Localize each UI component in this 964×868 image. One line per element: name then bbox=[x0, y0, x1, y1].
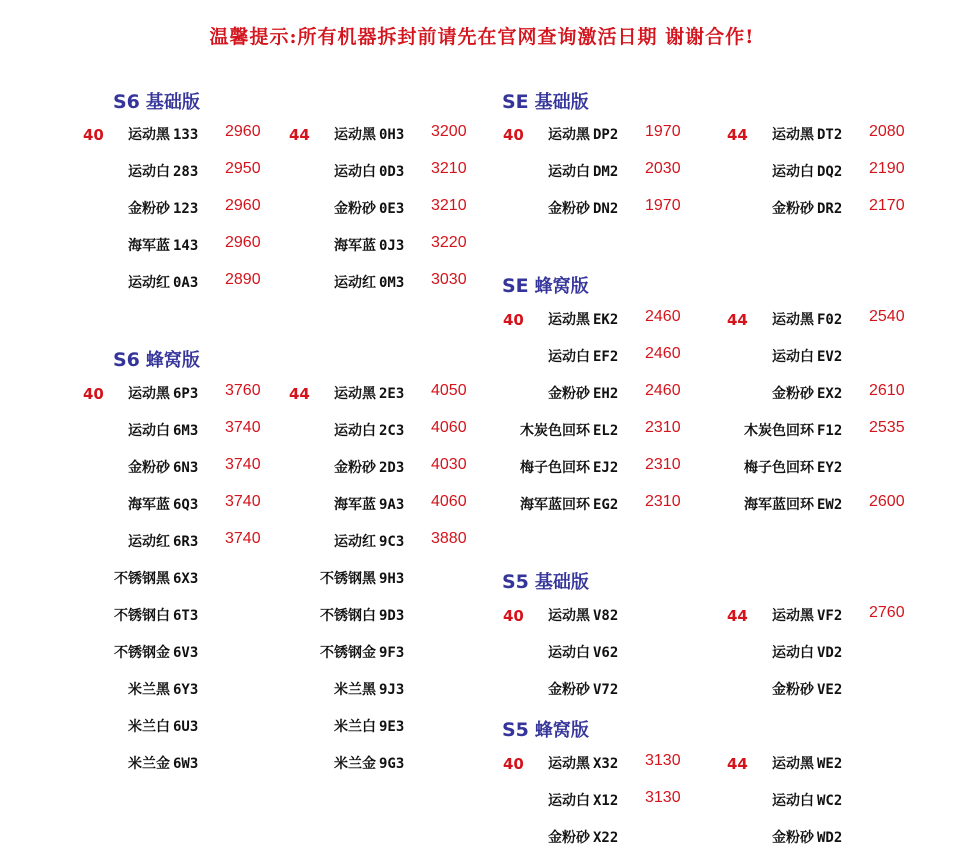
model-suffix: DN2 bbox=[593, 201, 619, 217]
size-label: 44 bbox=[289, 126, 310, 144]
model-suffix: 6Y3 bbox=[173, 682, 199, 698]
price: 4050 bbox=[431, 382, 467, 399]
model-suffix: EH2 bbox=[593, 386, 619, 402]
price: 2960 bbox=[225, 197, 261, 214]
color-name: 金粉砂 bbox=[548, 830, 590, 846]
model-suffix: EK2 bbox=[593, 312, 619, 328]
model-suffix: 6Q3 bbox=[173, 497, 199, 513]
color-name: 米兰白 bbox=[128, 719, 170, 735]
price: 2540 bbox=[869, 308, 905, 325]
table-row bbox=[289, 198, 494, 220]
price: 3210 bbox=[431, 197, 467, 214]
color-name: 运动白 bbox=[128, 423, 170, 439]
color-name: 运动白 bbox=[548, 793, 590, 809]
color-name: 不锈钢金 bbox=[114, 645, 170, 661]
model-suffix: DM2 bbox=[593, 164, 619, 180]
table-row bbox=[503, 494, 708, 516]
section-heading bbox=[502, 88, 589, 114]
table-row bbox=[727, 346, 932, 368]
size-label: 40 bbox=[83, 126, 104, 144]
table-row bbox=[727, 124, 932, 146]
price: 2310 bbox=[645, 456, 681, 473]
color-name: 运动白 bbox=[548, 645, 590, 661]
table-row bbox=[83, 198, 288, 220]
color-name: 运动白 bbox=[548, 349, 590, 365]
color-name: 运动黑 bbox=[772, 608, 814, 624]
size-label: 44 bbox=[727, 607, 748, 625]
price: 3030 bbox=[431, 271, 467, 288]
color-name: 运动红 bbox=[128, 275, 170, 291]
color-name: 运动黑 bbox=[334, 127, 376, 143]
model-suffix: WC2 bbox=[817, 793, 843, 809]
table-row bbox=[289, 235, 494, 257]
color-name: 梅子色回环 bbox=[520, 460, 590, 476]
edition-name: 基础版 bbox=[145, 92, 200, 113]
table-row bbox=[503, 457, 708, 479]
table-row bbox=[503, 383, 708, 405]
model-code: S5 bbox=[502, 719, 529, 741]
size-label: 40 bbox=[503, 607, 524, 625]
model-suffix: 9F3 bbox=[379, 645, 405, 661]
table-row bbox=[503, 420, 708, 442]
model-suffix: 133 bbox=[173, 127, 199, 143]
table-row bbox=[727, 679, 932, 701]
color-name: 不锈钢白 bbox=[320, 608, 376, 624]
color-name: 不锈钢黑 bbox=[114, 571, 170, 587]
model-suffix: EV2 bbox=[817, 349, 843, 365]
color-name: 金粉砂 bbox=[772, 830, 814, 846]
table-row bbox=[503, 198, 708, 220]
model-suffix: 9C3 bbox=[379, 534, 405, 550]
model-suffix: 9D3 bbox=[379, 608, 405, 624]
price: 2760 bbox=[869, 604, 905, 621]
table-row bbox=[83, 753, 288, 775]
color-name: 运动白 bbox=[772, 793, 814, 809]
table-row bbox=[289, 642, 494, 664]
price: 2190 bbox=[869, 160, 905, 177]
price: 2535 bbox=[869, 419, 905, 436]
model-suffix: V62 bbox=[593, 645, 619, 661]
model-suffix: 0J3 bbox=[379, 238, 405, 254]
model-suffix: 9G3 bbox=[379, 756, 405, 772]
edition-name: 蜂窝版 bbox=[534, 720, 589, 741]
color-name: 梅子色回环 bbox=[744, 460, 814, 476]
price: 2610 bbox=[869, 382, 905, 399]
model-suffix: EG2 bbox=[593, 497, 619, 513]
size-label: 40 bbox=[503, 126, 524, 144]
model-suffix: V82 bbox=[593, 608, 619, 624]
model-suffix: WE2 bbox=[817, 756, 843, 772]
table-row bbox=[83, 679, 288, 701]
table-row bbox=[289, 124, 494, 146]
color-name: 运动黑 bbox=[128, 386, 170, 402]
color-name: 运动黑 bbox=[548, 312, 590, 328]
price: 2890 bbox=[225, 271, 261, 288]
color-name: 运动白 bbox=[772, 645, 814, 661]
color-name: 海军蓝回环 bbox=[744, 497, 814, 513]
size-label: 40 bbox=[83, 385, 104, 403]
color-name: 米兰黑 bbox=[128, 682, 170, 698]
color-name: 运动红 bbox=[128, 534, 170, 550]
table-row bbox=[83, 494, 288, 516]
price: 2170 bbox=[869, 197, 905, 214]
table-row bbox=[503, 161, 708, 183]
model-suffix: 143 bbox=[173, 238, 199, 254]
model-suffix: VD2 bbox=[817, 645, 843, 661]
price: 3220 bbox=[431, 234, 467, 251]
price: 1970 bbox=[645, 123, 681, 140]
table-row bbox=[503, 753, 708, 775]
table-row bbox=[83, 457, 288, 479]
color-name: 不锈钢金 bbox=[320, 645, 376, 661]
price: 3740 bbox=[225, 456, 261, 473]
price: 2960 bbox=[225, 123, 261, 140]
model-suffix: 6X3 bbox=[173, 571, 199, 587]
table-row bbox=[503, 642, 708, 664]
price: 3740 bbox=[225, 419, 261, 436]
color-name: 不锈钢黑 bbox=[320, 571, 376, 587]
model-suffix: 0M3 bbox=[379, 275, 405, 291]
price: 3200 bbox=[431, 123, 467, 140]
color-name: 海军蓝 bbox=[128, 238, 170, 254]
model-suffix: 6P3 bbox=[173, 386, 199, 402]
color-name: 海军蓝回环 bbox=[520, 497, 590, 513]
table-row bbox=[503, 605, 708, 627]
table-row bbox=[727, 161, 932, 183]
table-row bbox=[289, 568, 494, 590]
model-suffix: EW2 bbox=[817, 497, 843, 513]
table-row bbox=[727, 494, 932, 516]
table-row bbox=[503, 309, 708, 331]
section-heading bbox=[113, 88, 200, 114]
color-name: 木炭色回环 bbox=[520, 423, 590, 439]
model-suffix: EX2 bbox=[817, 386, 843, 402]
price: 2600 bbox=[869, 493, 905, 510]
color-name: 金粉砂 bbox=[548, 386, 590, 402]
edition-name: 基础版 bbox=[534, 572, 589, 593]
color-name: 海军蓝 bbox=[334, 238, 376, 254]
model-suffix: X12 bbox=[593, 793, 619, 809]
color-name: 金粉砂 bbox=[334, 460, 376, 476]
model-suffix: 283 bbox=[173, 164, 199, 180]
color-name: 金粉砂 bbox=[128, 460, 170, 476]
price: 3130 bbox=[645, 789, 681, 806]
section-heading bbox=[502, 272, 589, 298]
price: 2460 bbox=[645, 382, 681, 399]
color-name: 海军蓝 bbox=[334, 497, 376, 513]
table-row bbox=[503, 827, 708, 849]
price: 4060 bbox=[431, 419, 467, 436]
price: 3130 bbox=[645, 752, 681, 769]
table-row bbox=[503, 679, 708, 701]
model-code: SE bbox=[502, 91, 529, 113]
model-suffix: 6U3 bbox=[173, 719, 199, 735]
price: 2030 bbox=[645, 160, 681, 177]
color-name: 运动黑 bbox=[772, 756, 814, 772]
color-name: 金粉砂 bbox=[772, 201, 814, 217]
edition-name: 蜂窝版 bbox=[145, 350, 200, 371]
model-suffix: VE2 bbox=[817, 682, 843, 698]
table-row bbox=[83, 235, 288, 257]
color-name: 金粉砂 bbox=[772, 386, 814, 402]
table-row bbox=[289, 420, 494, 442]
color-name: 运动黑 bbox=[772, 312, 814, 328]
table-row bbox=[289, 679, 494, 701]
color-name: 运动白 bbox=[548, 164, 590, 180]
model-suffix: 0H3 bbox=[379, 127, 405, 143]
color-name: 运动黑 bbox=[548, 756, 590, 772]
table-row bbox=[289, 161, 494, 183]
price: 2960 bbox=[225, 234, 261, 251]
color-name: 米兰黑 bbox=[334, 682, 376, 698]
table-row bbox=[727, 605, 932, 627]
color-name: 米兰金 bbox=[334, 756, 376, 772]
color-name: 运动白 bbox=[128, 164, 170, 180]
model-suffix: DP2 bbox=[593, 127, 619, 143]
edition-name: 基础版 bbox=[534, 92, 589, 113]
color-name: 运动白 bbox=[772, 349, 814, 365]
table-row bbox=[83, 605, 288, 627]
price: 3740 bbox=[225, 493, 261, 510]
model-suffix: VF2 bbox=[817, 608, 843, 624]
table-row bbox=[727, 420, 932, 442]
model-suffix: F02 bbox=[817, 312, 843, 328]
model-suffix: 2C3 bbox=[379, 423, 405, 439]
model-suffix: X22 bbox=[593, 830, 619, 846]
table-row bbox=[83, 716, 288, 738]
color-name: 运动红 bbox=[334, 275, 376, 291]
model-code: S5 bbox=[502, 571, 529, 593]
table-row bbox=[83, 420, 288, 442]
model-suffix: 0D3 bbox=[379, 164, 405, 180]
size-label: 44 bbox=[727, 311, 748, 329]
color-name: 运动黑 bbox=[334, 386, 376, 402]
table-row bbox=[727, 198, 932, 220]
color-name: 金粉砂 bbox=[548, 201, 590, 217]
model-suffix: EL2 bbox=[593, 423, 619, 439]
notice-banner: 温馨提示:所有机器拆封前请先在官网查询激活日期 谢谢合作! bbox=[209, 26, 755, 48]
table-row bbox=[727, 457, 932, 479]
color-name: 运动红 bbox=[334, 534, 376, 550]
size-label: 40 bbox=[503, 311, 524, 329]
color-name: 金粉砂 bbox=[128, 201, 170, 217]
price: 2310 bbox=[645, 419, 681, 436]
model-suffix: 6M3 bbox=[173, 423, 199, 439]
section-heading bbox=[113, 346, 200, 372]
model-suffix: 9E3 bbox=[379, 719, 405, 735]
edition-name: 蜂窝版 bbox=[534, 276, 589, 297]
color-name: 运动白 bbox=[334, 423, 376, 439]
size-label: 44 bbox=[727, 126, 748, 144]
model-suffix: DT2 bbox=[817, 127, 843, 143]
price: 1970 bbox=[645, 197, 681, 214]
model-suffix: EY2 bbox=[817, 460, 843, 476]
table-row bbox=[83, 642, 288, 664]
table-row bbox=[83, 161, 288, 183]
model-suffix: 9H3 bbox=[379, 571, 405, 587]
table-row bbox=[727, 642, 932, 664]
color-name: 运动黑 bbox=[548, 127, 590, 143]
table-row bbox=[289, 531, 494, 553]
table-row bbox=[727, 753, 932, 775]
table-row bbox=[83, 531, 288, 553]
model-suffix: 2E3 bbox=[379, 386, 405, 402]
table-row bbox=[289, 753, 494, 775]
table-row bbox=[503, 346, 708, 368]
model-suffix: 6T3 bbox=[173, 608, 199, 624]
model-code: S6 bbox=[113, 349, 140, 371]
model-suffix: WD2 bbox=[817, 830, 843, 846]
model-suffix: 2D3 bbox=[379, 460, 405, 476]
color-name: 运动白 bbox=[772, 164, 814, 180]
model-suffix: X32 bbox=[593, 756, 619, 772]
table-row bbox=[83, 124, 288, 146]
table-row bbox=[289, 716, 494, 738]
table-row bbox=[289, 272, 494, 294]
price: 2460 bbox=[645, 345, 681, 362]
price: 4030 bbox=[431, 456, 467, 473]
price: 3880 bbox=[431, 530, 467, 547]
color-name: 金粉砂 bbox=[334, 201, 376, 217]
table-row bbox=[289, 383, 494, 405]
model-suffix: 123 bbox=[173, 201, 199, 217]
price: 2460 bbox=[645, 308, 681, 325]
color-name: 金粉砂 bbox=[772, 682, 814, 698]
table-row bbox=[503, 124, 708, 146]
price: 4060 bbox=[431, 493, 467, 510]
model-suffix: 6W3 bbox=[173, 756, 199, 772]
color-name: 运动白 bbox=[334, 164, 376, 180]
section-heading bbox=[502, 568, 589, 594]
model-suffix: 6N3 bbox=[173, 460, 199, 476]
table-row bbox=[727, 383, 932, 405]
model-suffix: 6R3 bbox=[173, 534, 199, 550]
table-row bbox=[289, 605, 494, 627]
model-suffix: DQ2 bbox=[817, 164, 843, 180]
table-row bbox=[289, 494, 494, 516]
price: 2950 bbox=[225, 160, 261, 177]
color-name: 运动黑 bbox=[548, 608, 590, 624]
size-label: 44 bbox=[289, 385, 310, 403]
model-suffix: F12 bbox=[817, 423, 843, 439]
section-heading bbox=[502, 716, 589, 742]
model-suffix: V72 bbox=[593, 682, 619, 698]
table-row bbox=[727, 827, 932, 849]
table-row bbox=[83, 568, 288, 590]
table-row bbox=[503, 790, 708, 812]
color-name: 木炭色回环 bbox=[744, 423, 814, 439]
color-name: 运动黑 bbox=[772, 127, 814, 143]
model-suffix: 6V3 bbox=[173, 645, 199, 661]
color-name: 海军蓝 bbox=[128, 497, 170, 513]
model-suffix: EJ2 bbox=[593, 460, 619, 476]
model-suffix: 9A3 bbox=[379, 497, 405, 513]
table-row bbox=[727, 790, 932, 812]
price: 2080 bbox=[869, 123, 905, 140]
price: 3210 bbox=[431, 160, 467, 177]
color-name: 米兰金 bbox=[128, 756, 170, 772]
price: 3760 bbox=[225, 382, 261, 399]
table-row bbox=[727, 309, 932, 331]
table-row bbox=[83, 383, 288, 405]
model-suffix: 9J3 bbox=[379, 682, 405, 698]
model-suffix: EF2 bbox=[593, 349, 619, 365]
price: 2310 bbox=[645, 493, 681, 510]
color-name: 金粉砂 bbox=[548, 682, 590, 698]
color-name: 米兰白 bbox=[334, 719, 376, 735]
model-suffix: 0A3 bbox=[173, 275, 199, 291]
color-name: 不锈钢白 bbox=[114, 608, 170, 624]
table-row bbox=[83, 272, 288, 294]
size-label: 44 bbox=[727, 755, 748, 773]
size-label: 40 bbox=[503, 755, 524, 773]
color-name: 运动黑 bbox=[128, 127, 170, 143]
table-row bbox=[289, 457, 494, 479]
model-suffix: 0E3 bbox=[379, 201, 405, 217]
model-suffix: DR2 bbox=[817, 201, 843, 217]
price: 3740 bbox=[225, 530, 261, 547]
model-code: S6 bbox=[113, 91, 140, 113]
model-code: SE bbox=[502, 275, 529, 297]
